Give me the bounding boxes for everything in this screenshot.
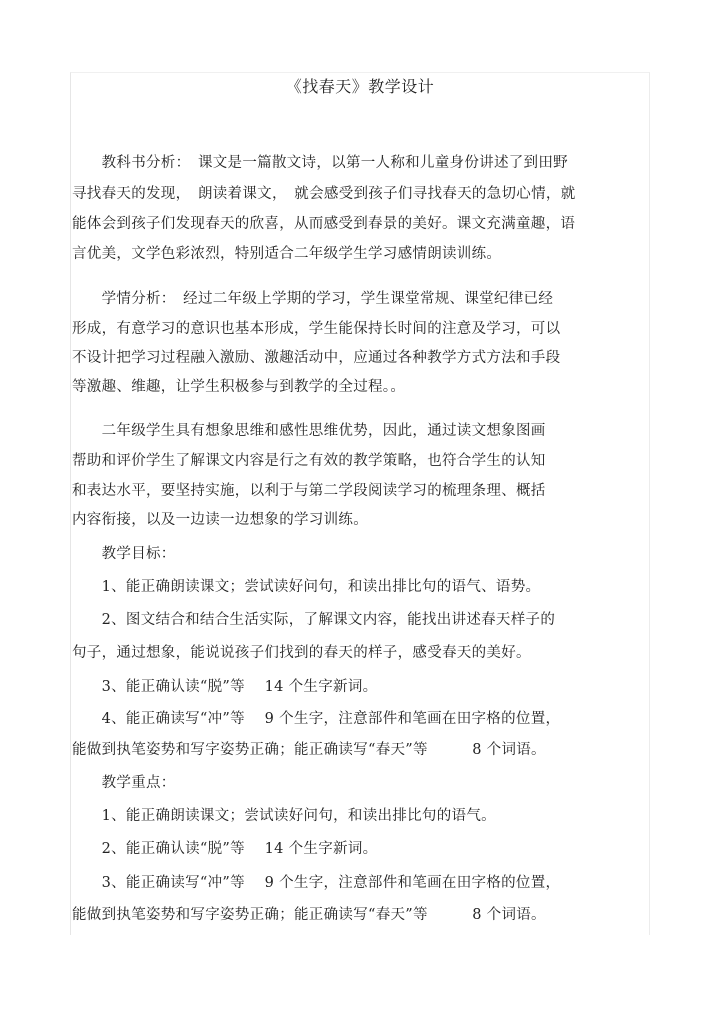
paragraph-line: 内容衔接，以及一边读一边想象的学习训练。 [72, 512, 368, 528]
goal-item: 2、图文结合和结合生活实际，了解课文内容，能找出讲述春天样子的 [72, 612, 556, 628]
paragraph-line: 和表达水平，要坚持实施，以利于与第二学段阅读学习的梳理条理、概括 [72, 483, 546, 499]
paragraph-line: 言优美，文学色彩浓烈，特别适合二年级学生学习感情朗读训练。 [72, 246, 502, 262]
section-heading-focus: 教学重点： [72, 775, 176, 791]
goal-item: 3、能正确认读“脱”等 14 个生字新词。 [72, 679, 378, 695]
goal-item: 能做到执笔姿势和写字姿势正确；能正确读写“春天”等 8 个词语。 [72, 742, 546, 758]
document-title: 《找春天》教学设计 [285, 77, 435, 96]
focus-item: 3、能正确读写“冲”等 9 个生字，注意部件和笔画在田字格的位置， [72, 875, 561, 891]
paragraph-line: 帮助和评价学生了解课文内容是行之有效的教学策略，也符合学生的认知 [72, 453, 546, 469]
paragraph-line: 寻找春天的发现， 朗读着课文， 就会感受到孩子们寻找春天的急切心情，就 [72, 186, 576, 202]
focus-item: 2、能正确认读“脱”等 14 个生字新词。 [72, 841, 378, 857]
paragraph-line: 教科书分析： 课文是一篇散文诗，以第一人称和儿童身份讲述了到田野 [72, 155, 568, 171]
paragraph-line: 二年级学生具有想象思维和感性思维优势，因此，通过读文想象图画 [72, 423, 546, 439]
focus-item: 能做到执笔姿势和写字姿势正确；能正确读写“春天”等 8 个词语。 [72, 907, 546, 923]
paragraph-line: 不设计把学习过程融入激励、激趣活动中，应通过各种教学方式方法和手段 [72, 350, 561, 366]
focus-item: 1、能正确朗读课文；尝试读好问句，和读出排比句的语气。 [72, 808, 496, 824]
goal-item: 句子，通过想象，能说说孩子们找到的春天的样子，感受春天的美好。 [72, 645, 531, 661]
paragraph-line: 形成，有意学习的意识也基本形成，学生能保持长时间的注意及学习，可以 [72, 321, 561, 337]
goal-item: 4、能正确读写“冲”等 9 个生字，注意部件和笔画在田字格的位置， [72, 711, 561, 727]
section-heading-goals: 教学目标： [72, 546, 176, 562]
paragraph-line: 学情分析： 经过二年级上学期的学习，学生课堂常规、课堂纪律已经 [72, 291, 554, 307]
paragraph-line: 等激趣、维趣，让学生积极参与到教学的全过程。。 [72, 379, 406, 395]
paragraph-line: 能体会到孩子们发现春天的欣喜，从而感受到春景的美好。课文充满童趣，语 [72, 216, 576, 232]
goal-item: 1、能正确朗读课文；尝试读好问句，和读出排比句的语气、语势。 [72, 579, 541, 595]
